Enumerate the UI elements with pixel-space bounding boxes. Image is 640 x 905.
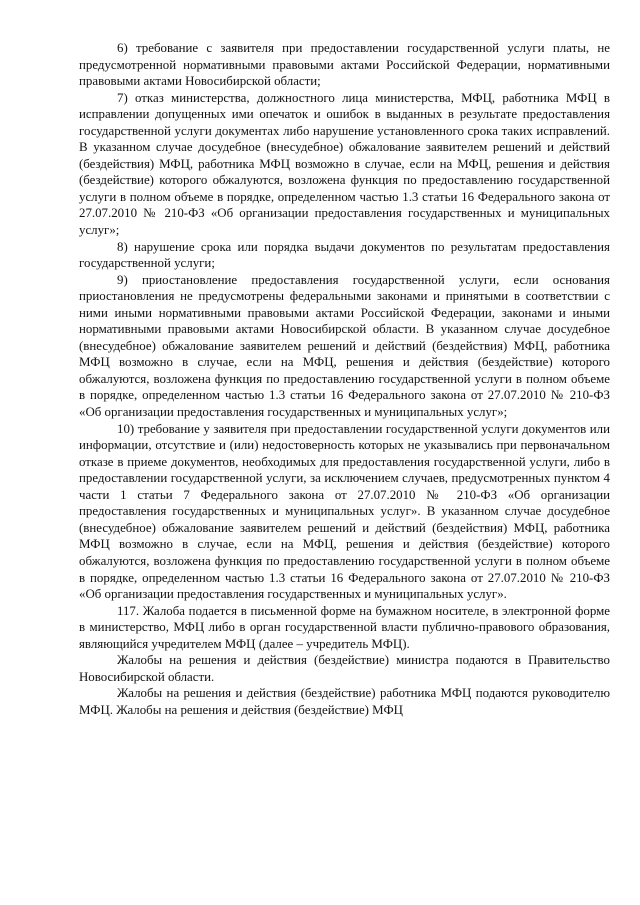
paragraph-item-10: 10) требование у заявителя при предоставлении государственной услуги документов или информации, отсутствие и (или) недостоверность которых не указывались при первоначальном отказе в приеме документов, необходимых для предоставления государственной услуги, либо в предоставлении государственной услуги, за исключением случаев, предусмотренных пунктом 4 части 1 статьи 7 Федерального закона от 27.07.2010 № 210-ФЗ «Об организации предоставления государственных и муниципальных услуг». В указанном случае досудебное (внесудебное) обжалование заявителем решений и действий (бездействия) МФЦ, работника МФЦ возможно в случае, если на МФЦ, решения и действия (бездействие) которого обжалуются, возложена функция по предоставлению государственной услуги в полном объеме в порядке, определенном частью 1.3 статьи 16 Федерального закона от 27.07.2010 № 210-ФЗ «Об организации предоставления государственных и муниципальных услуг».	[79, 421, 610, 602]
paragraph-clause-117: 117. Жалоба подается в письменной форме на бумажном носителе, в электронной форме в министерство, МФЦ либо в орган государственной власти публично-правового образования, являющийся учредителем МФЦ (далее – учредитель МФЦ).	[79, 603, 610, 651]
paragraph-item-8: 8) нарушение срока или порядка выдачи документов по результатам предоставления государственной услуги;	[79, 239, 610, 271]
document-page	[79, 40, 610, 718]
paragraph-item-7: 7) отказ министерства, должностного лица министерства, МФЦ, работника МФЦ в исправлении допущенных ими опечаток и ошибок в выданных в результате предоставления государственной услуги документах либо нарушение установленного срока таких исправлений. В указанном случае досудебное (внесудебное) обжалование заявителем решений и действий (бездействия) МФЦ, работника МФЦ возможно в случае, если на МФЦ, решения и действия (бездействие) которого обжалуются, возложена функция по предоставлению государственной услуги в полном объеме в порядке, определенном частью 1.3 статьи 16 Федерального закона от 27.07.2010 № 210-ФЗ «Об организации предоставления государственных и муниципальных услуг»;	[79, 90, 610, 238]
paragraph-complaints-mfc: Жалобы на решения и действия (бездействие) работника МФЦ подаются руководителю МФЦ. Жалобы на решения и действия (бездействие) МФЦ	[79, 686, 610, 717]
paragraph-item-9: 9) приостановление предоставления государственной услуги, если основания приостановления не предусмотрены федеральными законами и принятыми в соответствии с ними иными нормативными правовыми актами Российской Федерации, законами и иными нормативными правовыми актами Новосибирской области. В указанном случае досудебное (внесудебное) обжалование заявителем решений и действий (бездействия) МФЦ, работника МФЦ возможно в случае, если на МФЦ, решения и действия (бездействие) которого обжалуются, возложена функция по предоставлению государственной услуги в полном объеме в порядке, определенном частью 1.3 статьи 16 Федерального закона от 27.07.2010 № 210-ФЗ «Об организации предоставления государственных и муниципальных услуг»;	[79, 272, 610, 420]
paragraph-complaints-minister: Жалобы на решения и действия (бездействие) министра подаются в Правительство Новосибирской области.	[79, 653, 610, 684]
paragraph-item-6: 6) требование с заявителя при предоставлении государственной услуги платы, не предусмотренной нормативными правовыми актами Российской Федерации, нормативными правовыми актами Новосибирской области;	[79, 41, 610, 89]
